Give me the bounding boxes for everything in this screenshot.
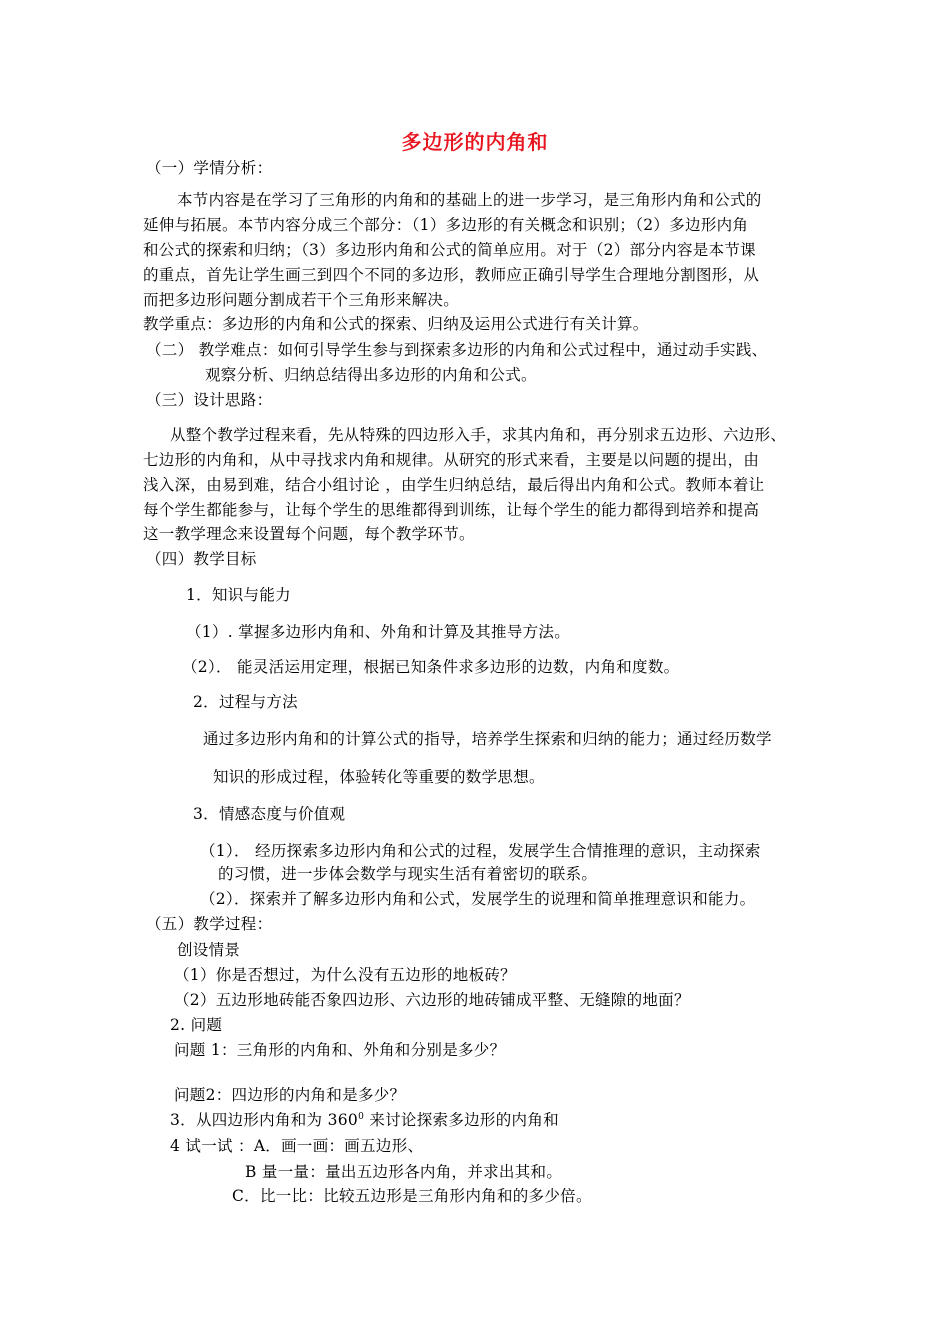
paragraph-line: 本节内容是在学习了三角形的内角和的基础上的进一步学习，是三角形内角和公式的 bbox=[177, 191, 762, 209]
paragraph-line: 知识的形成过程，体验转化等重要的数学思想。 bbox=[213, 768, 545, 786]
paragraph-line: 延伸与拓展。本节内容分成三个部分：（1）多边形的有关概念和识别；（2）多边形内角 bbox=[143, 216, 749, 234]
list-item: 问题 1：三角形的内角和、外角和分别是多少？ bbox=[174, 1041, 506, 1059]
list-item: （2）． 能灵活运用定理，根据已知条件求多边形的边数，内角和度数。 bbox=[182, 658, 680, 676]
degree-sup: 0 bbox=[358, 1111, 365, 1122]
paragraph-line: 的习惯，进一步体会数学与现实生活有着密切的联系。 bbox=[218, 865, 598, 883]
list-item: C．比一比：比较五边形是三角形内角和的多少倍。 bbox=[232, 1187, 592, 1205]
paragraph-line: 和公式的探索和归纳；（3）多边形内角和公式的简单应用。对于（2）部分内容是本节课 bbox=[143, 241, 756, 259]
list-item: （1）你是否想过，为什么没有五边形的地板砖？ bbox=[174, 966, 516, 984]
paragraph-line: 浅入深，由易到难，结合小组讨论 ，由学生归纳总结，最后得出内角和公式。教师本着让 bbox=[143, 476, 765, 494]
paragraph-line: 七边形的内角和，从中寻找求内角和规律。从研究的形式来看，主要是以问题的提出，由 bbox=[143, 451, 760, 469]
paragraph-line: 每个学生都能参与，让每个学生的思维都得到训练，让每个学生的能力都得到培养和提高 bbox=[143, 501, 760, 519]
list-item: （2）．探索并了解多边形内角和公式，发展学生的说理和简单推理意识和能力。 bbox=[200, 890, 756, 908]
list-item: （1）． 经历探索多边形内角和公式的过程，发展学生合情推理的意识，主动探索 bbox=[200, 842, 761, 860]
section-1-heading: （一）学情分析： bbox=[146, 159, 273, 177]
list-item: B 量一量：量出五边形各内角，并求出其和。 bbox=[245, 1163, 563, 1181]
list-item bbox=[170, 1110, 559, 1130]
list-item: （1）. 掌握多边形内角和、外角和计算及其推导方法。 bbox=[186, 623, 571, 641]
list-item: 问题2：四边形的内角和是多少？ bbox=[174, 1086, 406, 1104]
step-3-text: 3．从四边形内角和为 360 bbox=[170, 1111, 359, 1129]
subheading: 2. 问题 bbox=[170, 1016, 223, 1034]
paragraph-line: 通过多边形内角和的计算公式的指导，培养学生探索和归纳的能力；通过经历数学 bbox=[203, 730, 772, 748]
paragraph-line: 从整个教学过程来看，先从特殊的四边形入手，求其内角和，再分别求五边形、六边形、 bbox=[170, 426, 787, 444]
page-title: 多边形的内角和 bbox=[401, 130, 549, 154]
paragraph-line: 观察分析、归纳总结得出多边形的内角和公式。 bbox=[205, 366, 537, 384]
key-point: 教学重点：多边形的内角和公式的探索、归纳及运用公式进行有关计算。 bbox=[143, 315, 649, 333]
paragraph-line: 这一教学理念来设置每个问题，每个教学环节。 bbox=[143, 525, 475, 543]
paragraph-line: 而把多边形问题分割成若干个三角形来解决。 bbox=[143, 291, 460, 309]
step-3-text-rest: 来讨论探索多边形的内角和 bbox=[364, 1111, 559, 1129]
section-2-heading: （二） 教学难点：如何引导学生参与到探索多边形的内角和公式过程中，通过动手实践、 bbox=[146, 341, 768, 359]
paragraph-line: 的重点，首先让学生画三到四个不同的多边形，教师应正确引导学生合理地分割图形，从 bbox=[143, 266, 760, 284]
subheading: 1．知识与能力 bbox=[186, 586, 291, 604]
list-item: 4 试一试 ：A．画一画：画五边形、 bbox=[170, 1137, 424, 1155]
subheading: 3．情感态度与价值观 bbox=[193, 805, 346, 823]
section-3-heading: （三）设计思路： bbox=[146, 391, 273, 409]
subheading: 2．过程与方法 bbox=[193, 693, 298, 711]
section-4-heading: （四）教学目标 bbox=[146, 550, 257, 568]
subheading: 创设情景 bbox=[177, 941, 241, 959]
section-5-heading: （五）教学过程： bbox=[146, 915, 273, 933]
list-item: （2）五边形地砖能否象四边形、六边形的地砖铺成平整、无缝隙的地面？ bbox=[174, 991, 690, 1009]
